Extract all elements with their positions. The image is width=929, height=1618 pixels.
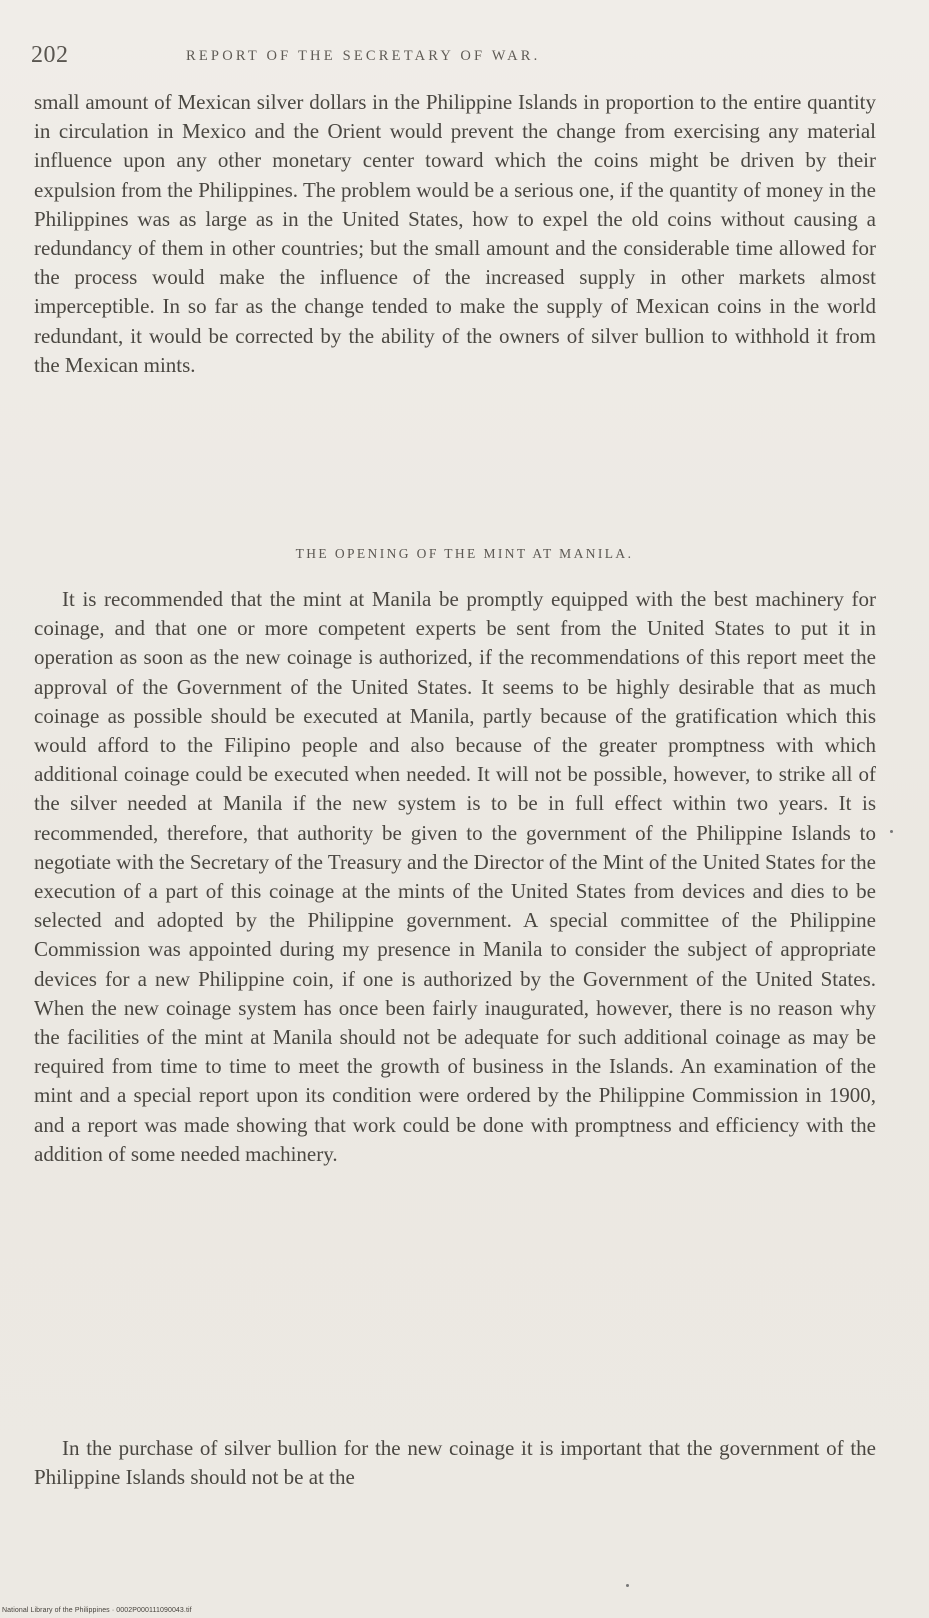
page-header (31, 42, 875, 74)
section-heading: THE OPENING OF THE MINT AT MANILA. (295, 546, 634, 561)
running-head: REPORT OF THE SECRETARY OF WAR. (186, 48, 541, 64)
page-number: 202 (31, 42, 69, 68)
scan-footer-note: National Library of the Philippines · 0002P000111090043.tif (2, 1607, 192, 1614)
body-paragraph-1: small amount of Mexican silver dollars in the Philippine Islands in proportion to the entire quantity in circulation in Mexico and the Orient would prevent the change from exercising any material influence upon any other monetary center toward which the coins might be driven by their expulsion from the Philippines. The problem would be a serious one, if the quantity of money in the Philippines was as large as in the United States, how to expel the old coins without causing a redundancy of them in other countries; but the small amount and the considerable time allowed for the process would make the influence of the increased supply in other markets almost imperceptible. In so far as the change tended to make the supply of Mexican coins in the world redundant, it would be corrected by the ability of the owners of silver bullion to withhold it from the Mexican mints. (34, 90, 876, 377)
body-paragraph-3: In the purchase of silver bullion for the new coinage it is important that the government of the Philippine Islands should not be at the (34, 1436, 876, 1490)
scan-speck (890, 830, 893, 833)
scan-speck (626, 1584, 629, 1587)
body-paragraph-2: It is recommended that the mint at Manila be promptly equipped with the best machinery for coinage, and that one or more competent experts be sent from the United States to put it in operation as soon as the new coinage is authorized, if the recommendations of this report meet the approval of the Government of the United States. It seems to be highly desirable that as much coinage as possible should be executed at Manila, partly because of the gratification which this would afford to the Filipino people and also because of the greater promptness with which additional coinage could be executed when needed. It will not be possible, however, to strike all of the silver needed at Manila if the new system is to be in full effect within two years. It is recommended, therefore, that authority be given to the government of the Philippine Islands to negotiate with the Secretary of the Treasury and the Director of the Mint of the United States for the execution of a part of this coinage at the mints of the United States from devices and dies to be selected and adopted by the Philippine government. A special committee of the Philippine Commission was appointed during my presence in Manila to consider the subject of appropriate devices for a new Philippine coin, if one is authorized by the Government of the United States. When the new coinage system has once been fairly inaugurated, however, there is no reason why the facilities of the mint at Manila should not be adequate for such additional coinage as may be required from time to time to meet the growth of business in the Islands. An examination of the mint and a special report upon its condition were ordered by the Philippine Commission in 1900, and a report was made showing that work could be done with promptness and efficiency with the addition of some needed machinery. (34, 587, 876, 1166)
